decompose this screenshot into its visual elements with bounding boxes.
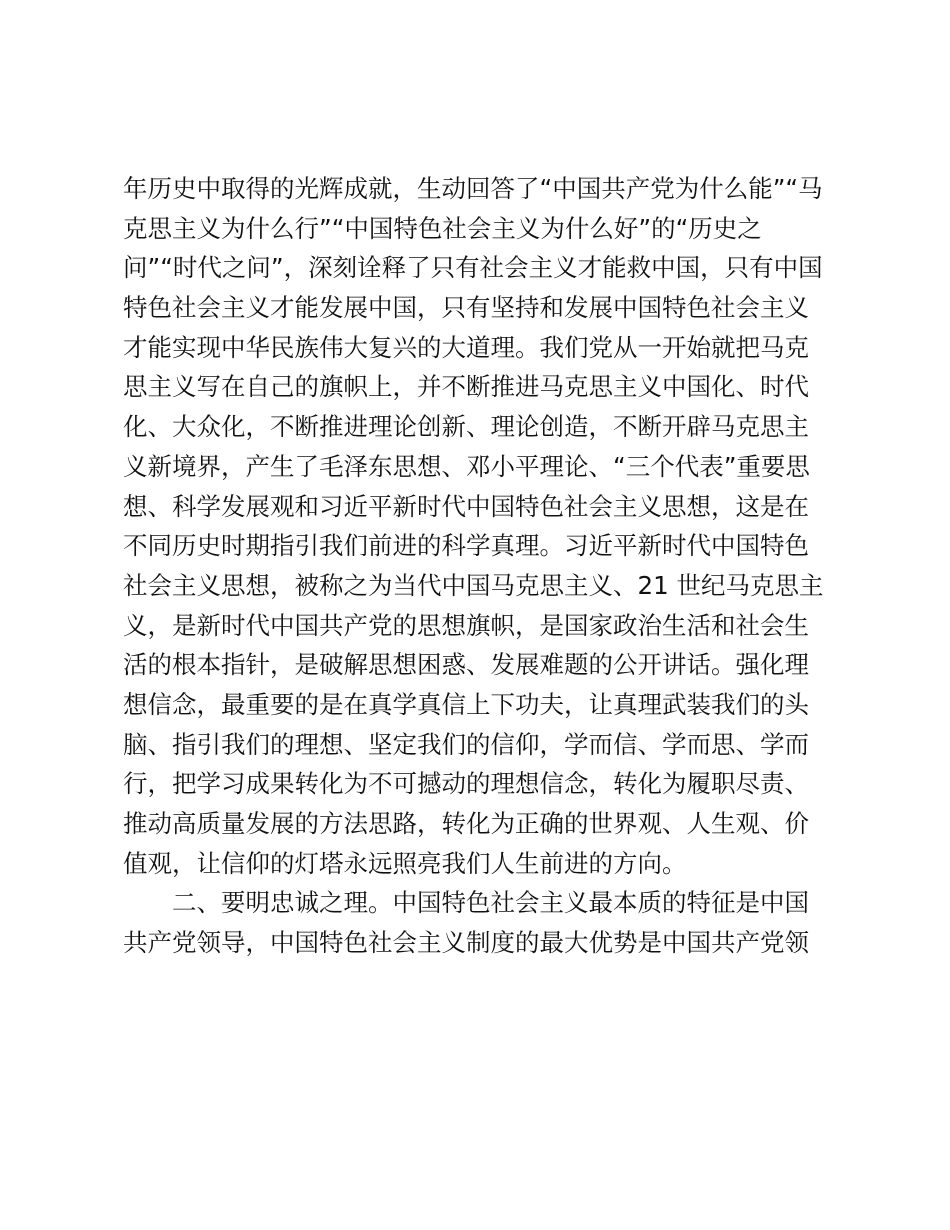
- text-line: 想、科学发展观和习近平新时代中国特色社会主义思想，这是在: [123, 491, 809, 521]
- section-heading-line: 二、要明忠诚之理。中国特色社会主义最本质的特征是中国: [172, 888, 809, 918]
- text-line: 问”“时代之问”，深刻诠释了只有社会主义才能救中国，只有中国: [123, 253, 823, 283]
- text-line: 想信念，最重要的是在真学真信上下功夫，让真理武装我们的头: [123, 689, 809, 719]
- text-line: 年历史中取得的光辉成就，生动回答了“中国共产党为什么能”“马: [123, 174, 823, 203]
- text-line: 不同历史时期指引我们前进的科学真理。习近平新时代中国特色: [123, 531, 809, 561]
- text-line: 共产党领导，中国特色社会主义制度的最大优势是中国共产党领: [123, 928, 809, 958]
- text-line: 社会主义思想，被称之为当代中国马克思主义、21 世纪马克思主: [123, 570, 824, 600]
- text-line: 义，是新时代中国共产党的思想旗帜，是国家政治生活和社会生: [123, 610, 809, 640]
- body-text: [123, 169, 843, 963]
- text-line: 活的根本指针，是破解思想困惑、发展难题的公开讲话。强化理: [123, 650, 809, 680]
- text-line: 才能实现中华民族伟大复兴的大道理。我们党从一开始就把马克: [123, 332, 809, 362]
- text-line: 思主义写在自己的旗帜上，并不断推进马克思主义中国化、时代: [123, 372, 809, 402]
- text-line: 值观，让信仰的灯塔永远照亮我们人生前进的方向。: [123, 848, 687, 878]
- text-line: 义新境界，产生了毛泽东思想、邓小平理论、“三个代表”重要思: [123, 451, 810, 481]
- text-line: 推动高质量发展的方法思路，转化为正确的世界观、人生观、价: [123, 809, 809, 838]
- text-line: 行，把学习成果转化为不可撼动的理想信念，转化为履职尽责、: [123, 769, 809, 799]
- text-line: 特色社会主义才能发展中国，只有坚持和发展中国特色社会主义: [123, 293, 809, 323]
- text-line: 化、大众化，不断推进理论创新、理论创造，不断开辟马克思主: [123, 412, 809, 442]
- text-line: 脑、指引我们的理想、坚定我们的信仰，学而信、学而思、学而: [123, 729, 809, 759]
- text-line: 克思主义为什么行”“中国特色社会主义为什么好”的“历史之: [123, 213, 762, 243]
